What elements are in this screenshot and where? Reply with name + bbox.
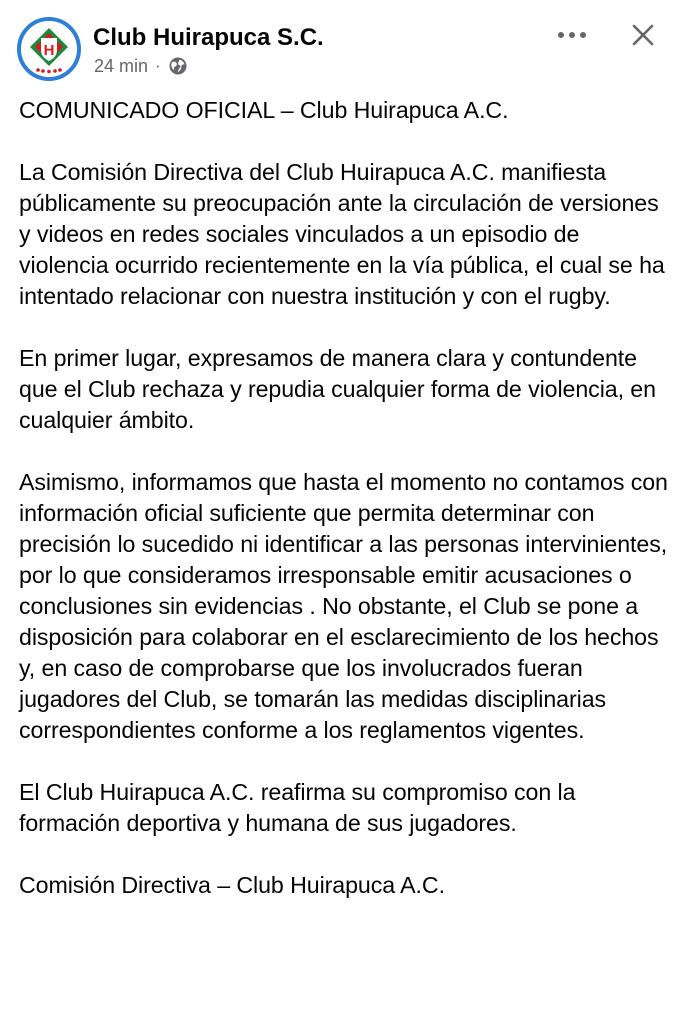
message-paragraph: El Club Huirapuca A.C. reafirma su compromiso con la formación deportiva y humana de sus jugadores. [19,779,576,836]
club-crest-icon [21,21,77,77]
post-meta [94,55,188,77]
author-name[interactable]: Club Huirapuca S.C. [93,24,324,51]
message-paragraph: En primer lugar, expresamos de manera clara y contundente que el Club rechaza y repudia cualquier forma de violencia, en cualquier ámbito. [19,345,656,433]
close-icon [629,21,657,49]
close-button[interactable] [621,13,665,57]
post-time[interactable]: 24 min [94,56,149,76]
message-title: COMUNICADO OFICIAL – Club Huirapuca A.C. [19,97,509,123]
more-horizontal-icon [557,31,587,39]
more-options-button[interactable] [548,20,596,50]
globe-icon[interactable] [168,56,188,76]
message-signature: Comisión Directiva – Club Huirapuca A.C. [19,872,445,898]
crest-letter: H [43,42,55,59]
meta-separator: · [155,56,161,75]
club-avatar[interactable] [17,17,81,81]
message-paragraph: La Comisión Directiva del Club Huirapuca A.C. manifiesta públicamente su preocupación ante la circulación de versiones y videos en redes sociales vinculados a un episodio de violencia ocurrido recientemente en la vía pública, el cual se ha intentado relacionar con nuestra institución y con el rugby. [19,159,665,309]
post-message [19,95,669,901]
post-header [0,0,678,92]
message-paragraph: Asimismo, informamos que hasta el momento no contamos con información oficial suficiente que permita determinar con precisión lo sucedido ni identificar a las personas intervinientes, por lo que consideramos irresponsable emitir acusaciones o conclusiones sin evidencias . No obstante, el Club se pone a disposición para colaborar en el esclarecimiento de los hechos y, en caso de comprobarse que los involucrados fueran jugadores del Club, se tomarán las medidas disciplinarias correspondientes conforme a los reglamentos vigentes. [19,469,668,743]
